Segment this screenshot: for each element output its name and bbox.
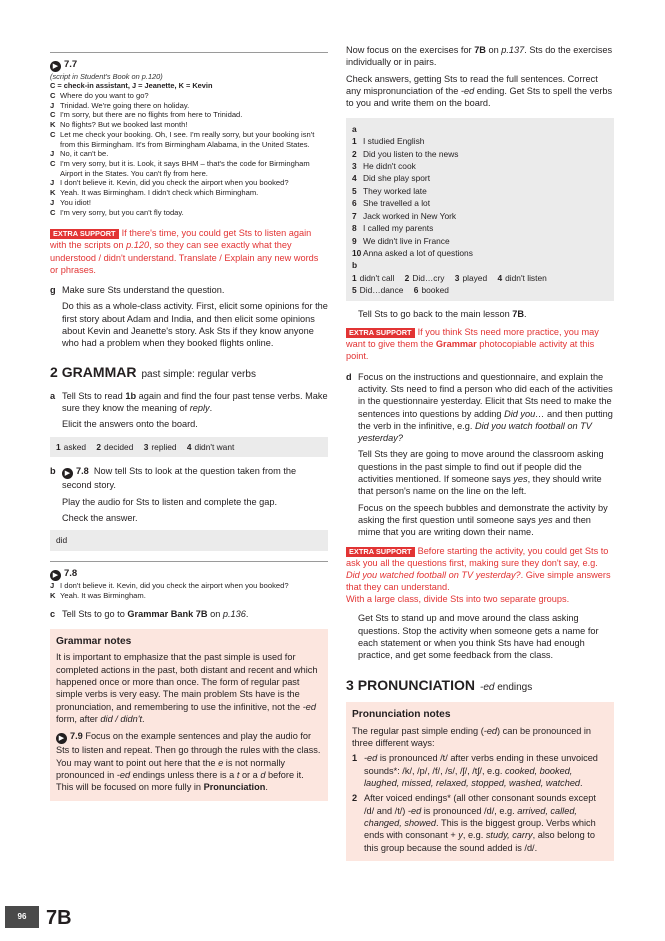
extra-support-note: EXTRA SUPPORT If there's time, you could get Sts to listen again with the scripts on p.120, so they can see exactly what they understood / didn't understand. Translate / Explain any new words or phrases. (50, 228, 319, 275)
rule-item: 1 -ed is pronounced /t/ after verbs ending in these unvoiced sounds*: /k/, /p/, /f/, /s/, /ʃ/, /tʃ/, e.g. cooked, booked, laughed, missed, relaxed, stopped, washed, watched. (352, 753, 598, 788)
audio-icon[interactable]: ▶ (50, 570, 61, 581)
audio-icon[interactable]: ▶ (62, 468, 73, 479)
answer-box-grammar-bank (346, 118, 614, 301)
speaker-label: J (50, 580, 55, 590)
page-number: 96 (5, 906, 39, 928)
step-letter: c (50, 609, 56, 620)
step-text: ▶ 7.8 Now tell Sts to look at the question taken from the second story. (62, 466, 297, 491)
rule-item: 2 After voiced endings* (all other consonant sounds except /d/ and /t/) -ed is pronounced /d/, e.g. arrived, called, changed, showed. This is the biggest group. Verbs which ends with consonant + y, e.g. study, carry, also belong to this group because the sound added is /d/. (352, 793, 596, 853)
extra-support-note: EXTRA SUPPORT If you think Sts need more practice, you may want to give them the Grammar photocopiable activity at this point. (346, 327, 599, 362)
step-c (50, 608, 328, 620)
section-heading-grammar (50, 363, 328, 381)
speaker-key: C = check-in assistant, J = Jeanette, K = Kevin (50, 81, 213, 91)
step-text: Do this as a whole-class activity. First, elicit some opinions for the first story about Adam and India, and then elicit some opinions about Kevin and Jeanette's story. Ask Sts if they know anyone who had a problem when they booked flights online. (62, 301, 328, 349)
extra-support-tag: EXTRA SUPPORT (346, 328, 415, 338)
instruction-text: Check answers, getting Sts to read the full sentences. Correct any mispronunciation of the -ed ending. Get Sts to spell the verbs to you and write them on the board. (346, 73, 613, 109)
extra-support-tag: EXTRA SUPPORT (346, 547, 415, 557)
unit-label: 7B (46, 907, 72, 929)
script-lines (50, 581, 328, 600)
step-letter: g (50, 284, 56, 295)
script-text: Where do you want to go? (60, 90, 149, 100)
audio-script-7-8 (50, 561, 328, 600)
extra-support-note: EXTRA SUPPORT Before starting the activity, you could get Sts to ask you all the questions first, making sure they don't say, e.g. Did you watched football on TV yesterday?. Give simple answers that they can understand. With a large class, divide Sts into two separate groups. (346, 545, 611, 605)
step-text: Tell Sts to go to Grammar Bank 7B on p.136. (62, 609, 249, 620)
speaker-label: C (50, 129, 56, 139)
answer-list-b: 1 didn't call 2 Did…cry 3 played 4 didn't listen (352, 272, 547, 283)
answer-part-label: a (352, 123, 357, 134)
step-text: Elicit the answers onto the board. (62, 419, 198, 430)
audio-script-7-7 (50, 52, 328, 217)
answer-item: 8 I called my parents (352, 223, 434, 234)
answer-list-a (352, 135, 608, 259)
script-text: No, it can't be. (60, 149, 109, 159)
grammar-notes-box (50, 629, 328, 801)
answer-item: 4 Did she play sport (352, 173, 431, 184)
script-text: I don't believe it. Kevin, did you check the airport when you booked? (60, 580, 289, 590)
script-text: No flights? But we booked last month! (60, 120, 188, 130)
speaker-label: K (50, 590, 56, 600)
script-line (50, 178, 328, 188)
speaker-label: C (50, 90, 56, 100)
section-title: GRAMMAR (61, 364, 137, 381)
answer-item: 10 Anna asked a lot of questions (352, 248, 473, 259)
script-text: I'm sorry, but there are no flights from here to Trinidad. (60, 110, 243, 120)
answer-item: 1 I studied English (352, 136, 425, 147)
script-text: Let me check your booking. Oh, I see. I'm really sorry, but your booking isn't from this Birmingham. It's from Birmingham Alabama, in the United States. (60, 129, 315, 149)
answer-item: 5 They worked late (352, 185, 427, 196)
audio-icon[interactable]: ▶ (56, 733, 67, 744)
speaker-label: C (50, 207, 56, 217)
notes-text: The regular past simple ending (-ed) can be pronounced in three different ways: (352, 725, 592, 748)
instruction-text: Tell Sts to go back to the main lesson 7B. (358, 308, 527, 319)
pronunciation-notes-box (346, 702, 614, 861)
script-line (50, 91, 328, 101)
script-text: Trinidad. We're going there on holiday. (60, 100, 190, 110)
right-column (346, 44, 614, 861)
instruction-text: Now focus on the exercises for 7B on p.137. Sts do the exercises individually or in pairs. (346, 45, 613, 68)
step-letter: a (50, 390, 56, 401)
script-line (50, 208, 328, 218)
extra-support-tag: EXTRA SUPPORT (50, 229, 119, 239)
left-column (50, 34, 328, 801)
script-text: Yeah. It was Birmingham. I didn't check which Birmingham. (60, 188, 259, 198)
script-number: 7.7 (64, 59, 78, 70)
instruction-text: Get Sts to stand up and move around the class asking questions. Stop the activity when someone gets a name for each statement or when you think Sts have had enough practice, and get some feedback from the class. (358, 613, 599, 661)
notes-text: ▶ 7.9 Focus on the example sentences and play the audio for Sts to listen and repeat. Then go through the rules with the class. You may want to point out here that the e is not normally pronounced in -ed endings unless there is a t or a d before it. This will be focused on more fully in Pronunciation. (56, 731, 321, 793)
script-lines (50, 91, 328, 217)
answer-box-b: did (50, 530, 328, 551)
step-text: Focus on the instructions and questionnaire, and explain the activity. Sts need to find a person who did each of the activities in the questionnaire yesterday. Elicit that Sts need to make the sentences into questions by adding Did you… and then putting the verb in the infinitive, e.g. Did you watch football on TV yesterday? (358, 371, 613, 444)
answer-item: 3 He didn't cook (352, 160, 416, 171)
script-line (50, 101, 328, 111)
script-line (50, 188, 328, 198)
step-b (50, 465, 328, 524)
script-note: (script in Student's Book on p.120) (50, 72, 163, 81)
step-g (50, 284, 328, 350)
speaker-label: J (50, 100, 55, 110)
answer-list-b: 5 Did…dance 6 booked (352, 285, 449, 296)
speaker-label: J (50, 197, 55, 207)
script-heading (50, 568, 328, 581)
section-number: 2 (50, 364, 58, 381)
speaker-label: C (50, 158, 56, 168)
speaker-label: C (50, 110, 56, 120)
step-text: Focus on the speech bubbles and demonstrate the activity by asking the first question until someone says yes and then mime that you are writing down their name. (358, 502, 608, 538)
section-heading-pronunciation (346, 676, 614, 694)
script-line (50, 120, 328, 130)
step-letter: d (346, 371, 352, 382)
script-line (50, 581, 328, 591)
answer-part-label: b (352, 260, 358, 271)
step-text: Play the audio for Sts to listen and complete the gap. (62, 496, 278, 507)
script-line (50, 591, 328, 601)
script-heading (50, 59, 328, 72)
script-line (50, 149, 328, 159)
section-subtitle: past simple: regular verbs (141, 369, 256, 381)
answer-box-a: 1 asked 2 decided 3 replied 4 didn't want (50, 437, 328, 458)
notes-text: It is important to emphasize that the past simple is used for completed actions in the past, both distant and recent and which happened once or more than once. The form of regular past simple verbs is very easy. The main problem Sts have is the pronunciation, and remembering to use the infinitive, not the -ed form, after did / didn't. (56, 652, 318, 724)
notes-title: Grammar notes (56, 635, 132, 647)
script-text: You idiot! (60, 197, 91, 207)
step-text: Check the answer. (62, 512, 138, 523)
step-text: Make sure Sts understand the question. (62, 284, 225, 295)
step-text: Tell Sts they are going to move around the classroom asking questions in the past simple to find out if people did the activities mentioned. If someone says yes, they should write that person's name on the line on the left. (358, 449, 604, 497)
script-line (50, 110, 328, 120)
script-line (50, 198, 328, 208)
answer-item: 9 We didn't live in France (352, 235, 450, 246)
script-text: I'm very sorry, but you can't fly today. (60, 207, 184, 217)
notes-title: Pronunciation notes (352, 708, 451, 720)
section-number: 3 (346, 676, 354, 693)
speaker-label: J (50, 149, 55, 159)
step-d (346, 371, 614, 539)
rule-list (352, 752, 608, 854)
step-letter: b (50, 466, 56, 477)
answer-item: 7 Jack worked in New York (352, 210, 457, 221)
section-subtitle: -ed endings (479, 681, 533, 693)
speaker-label: K (50, 188, 56, 198)
script-number: 7.8 (64, 567, 78, 579)
speaker-label: J (50, 178, 55, 188)
audio-icon[interactable]: ▶ (50, 61, 61, 72)
step-a (50, 390, 328, 431)
answer-item: 2 Did you listen to the news (352, 148, 459, 159)
script-text: I'm very sorry, but it is. Look, it says BHM – that's the code for Birmingham Airport in the States. You can't fly from here. (60, 158, 310, 178)
script-line (50, 159, 328, 178)
answer-item: 6 She travelled a lot (352, 198, 431, 209)
speaker-label: K (50, 120, 56, 130)
script-text: I don't believe it. Kevin, did you check the airport when you booked? (60, 178, 289, 188)
step-text: Tell Sts to read 1b again and find the four past tense verbs. Make sure they know the meaning of reply. (62, 390, 328, 413)
script-text: Yeah. It was Birmingham. (60, 590, 146, 600)
section-title: PRONUNCIATION (357, 676, 475, 693)
script-line (50, 130, 328, 149)
